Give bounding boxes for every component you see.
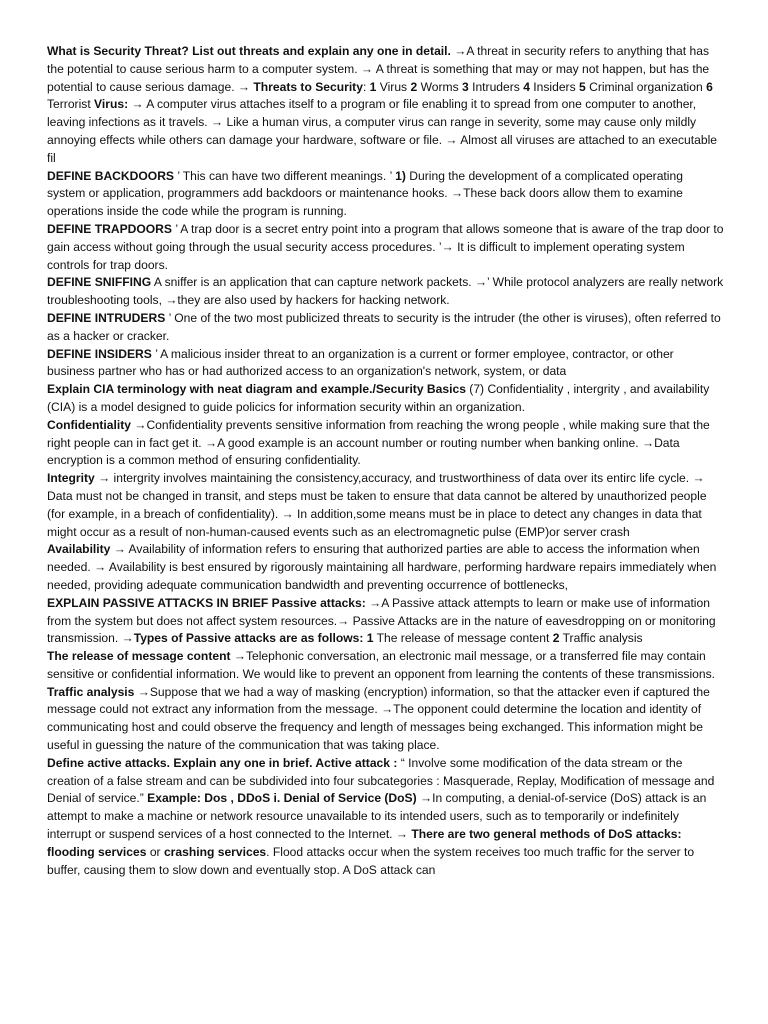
text-run: → intergrity involves maintaining the consistency,accuracy, and trustworthiness of data over its entirc life cycle. → Data must not be changed in transit, and steps must be taken to ensure that data cannot be altered by unauthorized people (for example, in a breach of confidentiality). → In addition,some means must be in place to detect any changes in data that might occur as a result of non-human-caused events such as an electromagnetic pulse (EMP)or server crash bbox=[47, 471, 707, 539]
document-body bbox=[47, 43, 724, 879]
bold-text-run: Virus: bbox=[94, 97, 129, 112]
text-run: “ Involve some modification of the data stream or the creation of a false stream and can be subdivided into four subcategories : Masquerade, Replay, Modification of message and Denial of service.” bbox=[47, 755, 715, 806]
text-run: →In computing, a denial-of-service (DoS) attack is an attempt to make a machine or network resource unavailable to its intended users, such as to temporarily or indefinitely interrupt or suspend services of a host connected to the Internet. → bbox=[47, 791, 707, 842]
paragraph bbox=[47, 221, 724, 274]
bold-text-run: DEFINE BACKDOORS bbox=[47, 168, 174, 183]
text-run: . Flood attacks occur when the system receives too much traffic for the server to buffer, causing them to slow down and eventually stop. A DoS attack can bbox=[47, 844, 695, 877]
bold-text-run: 5 bbox=[579, 79, 586, 94]
text-run: ’ One of the two most publicized threats to security is the intruder (the other is viruses), often referred to as a hacker or cracker. bbox=[47, 310, 721, 343]
text-run: →Confidentiality prevents sensitive information from reaching the wrong people , while making sure that the right people can in fact get it. →A good example is an account number or routing number when banking online. →Data encryption is a common method of ensuring confidentiality. bbox=[47, 417, 710, 468]
bold-text-run: 6 bbox=[706, 79, 713, 94]
text-run: Virus bbox=[376, 79, 411, 94]
bold-text-run: DEFINE INTRUDERS bbox=[47, 310, 166, 325]
paragraph bbox=[47, 43, 724, 168]
bold-text-run: 1) bbox=[395, 168, 406, 183]
bold-text-run: 1 bbox=[369, 79, 377, 94]
bold-text-run: EXPLAIN PASSIVE ATTACKS IN BRIEF Passive attacks: bbox=[47, 595, 366, 610]
text-run: Terrorist bbox=[47, 97, 95, 112]
text-run: →Suppose that we had a way of masking (encryption) information, so that the attacker even if captured the message could not extract any information from the message. →The opponent could determine the location and identity of communicating host and could observe the frequency and length of messages being exchanged. This information might be useful in guessing the nature of the communication that was taking place. bbox=[47, 684, 710, 753]
text-run: ’ A malicious insider threat to an organization is a current or former employee, contractor, or other business partner who has or had authorized access to an organization's network, system, or data bbox=[47, 346, 674, 379]
bold-text-run: DEFINE SNIFFING bbox=[47, 275, 152, 290]
text-run: ’ This can have two different meanings. ’ bbox=[174, 168, 396, 183]
bold-text-run: crashing services bbox=[163, 844, 267, 859]
text-run: Insiders bbox=[529, 79, 579, 94]
paragraph bbox=[47, 346, 724, 382]
bold-text-run: The release of message content bbox=[47, 649, 231, 664]
text-run: →A threat in security refers to anything that has the potential to cause serious harm to a computer system. → A threat is something that may or may not happen, but has the potential to cause serious damage. → bbox=[47, 44, 710, 94]
bold-text-run: Types of Passive attacks are as follows: 1 bbox=[133, 631, 374, 646]
paragraph bbox=[47, 310, 724, 346]
paragraph bbox=[47, 381, 724, 417]
bold-text-run: 3 bbox=[462, 79, 469, 94]
text-run: (7) Confidentiality , intergrity , and availability (CIA) is a model designed to guide policics for information security within an organization. bbox=[47, 382, 710, 414]
text-run: Traffic analysis bbox=[559, 631, 643, 646]
paragraph bbox=[47, 755, 724, 880]
paragraph bbox=[47, 595, 724, 648]
text-run: Intruders bbox=[468, 79, 524, 94]
text-run: Criminal organization bbox=[585, 79, 707, 94]
bold-text-run: 4 bbox=[523, 79, 530, 94]
paragraph bbox=[47, 648, 724, 684]
text-run: →Telephonic conversation, an electronic mail message, or a transferred file may contain sensitive or confidential information. We would like to prevent an opponent from learning the contents of these transmissions. bbox=[47, 649, 715, 681]
text-run: or bbox=[146, 844, 164, 859]
paragraph bbox=[47, 470, 724, 541]
bold-text-run: Threats to Security bbox=[253, 79, 363, 94]
text-run: A sniffer is an application that can capture network packets. →’ While protocol analyzers are really network troubleshooting tools, →they are also used by hackers for hacking network. bbox=[47, 275, 724, 308]
bold-text-run: There are two general methods of DoS attacks: flooding services bbox=[47, 827, 682, 859]
paragraph bbox=[47, 417, 724, 470]
text-run: ’ A trap door is a secret entry point into a program that allows someone that is aware of the trap door to gain access without going through the usual security access procedures. ’→ It is difficult to implement operating system controls for trap doors. bbox=[47, 221, 724, 272]
paragraph bbox=[47, 684, 724, 755]
bold-text-run: Availability bbox=[47, 542, 111, 557]
bold-text-run: 2 bbox=[410, 79, 418, 94]
text-run: →A Passive attack attempts to learn or make use of information from the system but does not affect system resources.→ Passive Attacks are in the nature of eavesdropping on or monitoring transmission. → bbox=[47, 595, 716, 646]
paragraph bbox=[47, 168, 724, 221]
bold-text-run: Confidentiality bbox=[47, 417, 131, 432]
bold-text-run: DEFINE TRAPDOORS bbox=[47, 221, 172, 236]
bold-text-run: Example: Dos , DDoS i. Denial of Service (DoS) bbox=[147, 791, 417, 806]
text-run: → Availability of information refers to ensuring that authorized parties are able to access the information when needed. → Availability is best ensured by rigorously maintaining all hardware, performing hardware repairs immediately when needed, providing adequate communication bandwidth and preventing occurrence of bottlenecks, bbox=[47, 542, 717, 592]
bold-text-run: Explain CIA terminology with neat diagram and example./Security Basics bbox=[47, 382, 466, 397]
bold-text-run: Traffic analysis bbox=[47, 684, 135, 699]
text-run: : bbox=[362, 79, 370, 94]
paragraph bbox=[47, 541, 724, 594]
bold-text-run: Define active attacks. Explain any one in brief. Active attack : bbox=[47, 755, 398, 770]
bold-text-run: What is Security Threat? List out threats and explain any one in detail. bbox=[47, 44, 455, 58]
text-run: Worms bbox=[417, 79, 462, 94]
bold-text-run: 2 bbox=[552, 631, 560, 646]
bold-text-run: DEFINE INSIDERS bbox=[47, 346, 152, 361]
text-run: During the development of a complicated operating system or application, programmers add backdoors or maintenance hooks. →These back doors allow them to examine operations inside the code while the program is running. bbox=[47, 168, 683, 219]
text-run: The release of message content bbox=[373, 631, 553, 646]
paragraph bbox=[47, 274, 724, 310]
bold-text-run: Integrity bbox=[47, 471, 95, 486]
text-run: → A computer virus attaches itself to a program or file enabling it to spread from one computer to another, leaving infections as it travels. → Like a human virus, a computer virus can range in severity, some may cause only mildly annoying effects while others can damage your hardware, software or file. → Almost all viruses are attached to an executable fil bbox=[47, 97, 717, 165]
